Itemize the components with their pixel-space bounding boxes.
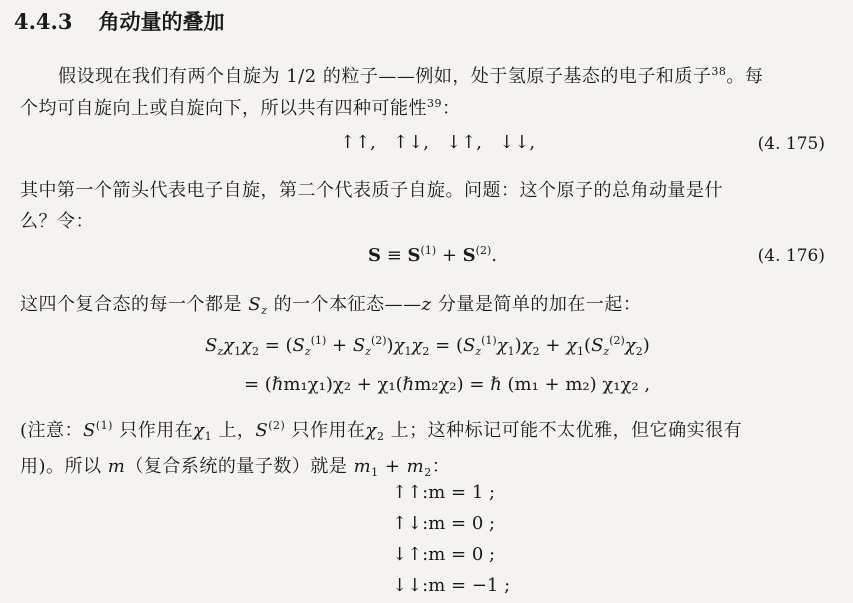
para4-line2: 用)。所以 m（复合系统的量子数）就是 $m_1 + m_2$：: [20, 456, 451, 479]
para4-line1: (注意：$S^{(1)}$ 只作用在$\chi_1$ 上，$S^{(2)}$ 只作用在$\chi_2$ 上；这种标记可能不太优雅，但它确实很有: [20, 419, 743, 443]
case-down-up: ↓↑:m = 0 ;: [392, 544, 496, 565]
para1-line1: 假设现在我们有两个自旋为 1/2 的粒子——例如，处于氢原子基态的电子和质子$^{38}$。每: [58, 65, 764, 87]
para1-line2: 个均可自旋向上或自旋向下，所以共有四种可能性$^{39}$：: [20, 97, 461, 119]
equation-number-4-175: (4. 175): [757, 134, 825, 154]
case-up-down: ↑↓:m = 0 ;: [392, 513, 496, 534]
equation-number-4-176: (4. 176): [757, 246, 825, 266]
equation-4-176: $S \equiv S^{(1)} + S^{(2)}$.: [368, 244, 497, 266]
case-up-up: ↑↑:m = 1 ;: [392, 482, 496, 503]
para3: 这四个复合态的每一个都是 $S_z$ 的一个本征态——z 分量是简单的加在一起：: [20, 294, 642, 317]
equation-4-175: ↑↑, ↑↓, ↓↑, ↓↓,: [340, 132, 536, 153]
case-down-down: ↓↓:m = −1 ;: [392, 575, 511, 596]
section-title: 角动量的叠加: [98, 9, 225, 34]
section-heading: [14, 6, 224, 36]
section-number: 4.4.3: [14, 9, 73, 34]
sz-equation-line2: = (ℏm₁χ₁)χ₂ + χ₁(ℏm₂χ₂) = ℏ (m₁ + m₂) χ₁χ₂ ,: [244, 374, 651, 395]
para2-line1: 其中第一个箭头代表电子自旋，第二个代表质子自旋。问题：这个原子的总角动量是什: [20, 180, 723, 201]
para2-line2: 么？令：: [20, 211, 94, 232]
sz-equation-line1: $S_z\chi_1\chi_2 = (S_z^{(1)} + S_z^{(2)})\chi_1\chi_2 = (S_z^{(1)}\chi_1)\chi_2 + \chi_1(S_z^{(2)}\chi_2)$: [205, 334, 650, 358]
footnote-39: 39: [427, 97, 442, 110]
footnote-38: 38: [711, 65, 727, 78]
